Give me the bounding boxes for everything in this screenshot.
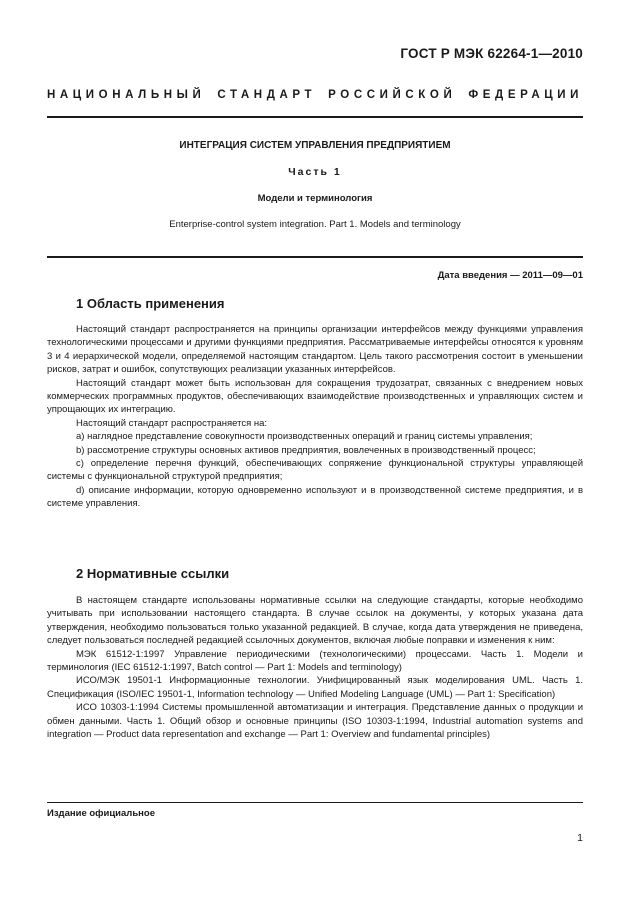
- section-body-scope: [47, 323, 583, 511]
- paragraph: Настоящий стандарт может быть использован для сокращения трудозатрат, связанных с внедрением новых коммерческих программных продуктов, обеспечивающих взаимодействие производственных и управляющих систем и упрощающих их интеграцию.: [47, 377, 583, 416]
- reference-item: ИСО/МЭК 19501-1 Информационные технологии. Унифицированный язык моделирования UML. Часть 1. Спецификация (ISO/IEC 19501-1, Information technology — Unified Modeling Language (UML) — Part 1: Specification): [47, 675, 583, 700]
- header-divider: [47, 116, 583, 118]
- section-body-normative-references: [47, 594, 583, 741]
- national-standard-banner: НАЦИОНАЛЬНЫЙ СТАНДАРТ РОССИЙСКОЙ ФЕДЕРАЦИИ: [47, 89, 583, 101]
- list-item: a) наглядное представление совокупности производственных операций и границ системы управления;: [76, 431, 533, 443]
- document-code: ГОСТ Р МЭК 62264-1—2010: [400, 46, 583, 61]
- page-number: 1: [577, 832, 583, 844]
- footer-divider: [47, 802, 583, 803]
- section-heading-normative-references: 2 Нормативные ссылки: [76, 566, 230, 581]
- list-item: b) рассмотрение структуры основных активов предприятия, вовлеченных в производственный процесс;: [76, 444, 536, 456]
- list-item: d) описание информации, которую одновременно используют и в производственной системе предприятия, и в системе управления.: [47, 484, 583, 510]
- document-title: ИНТЕГРАЦИЯ СИСТЕМ УПРАВЛЕНИЯ ПРЕДПРИЯТИЕМ: [179, 140, 451, 151]
- section-heading-scope: 1 Область применения: [76, 296, 225, 311]
- paragraph: Настоящий стандарт распространяется на принципы организации интерфейсов между функциями управления технологическими процессами и другими функциями предприятия. Рассматриваемые интерфейсы относятся к уровням 3 и 4 иерархической модели, определяемой настоящим стандартом. Цель такого рассмотрения состоит в уменьшении рисков, затрат и ошибок, сопутствующих реализации указанных интерфейсов.: [47, 324, 583, 376]
- official-edition-label: Издание официальное: [47, 808, 155, 819]
- introduction-date: Дата введения — 2011—09—01: [437, 270, 583, 281]
- title-divider: [47, 256, 583, 258]
- english-title: Enterprise-control system integration. Part 1. Models and terminology: [169, 219, 461, 230]
- document-subtitle: Модели и терминология: [257, 193, 373, 204]
- paragraph: В настоящем стандарте использованы нормативные ссылки на следующие стандарты, которые необходимо учитывать при использовании настоящего стандарта. В случае ссылок на документы, у которых указана дата утверждения, необходимо пользоваться только указанной редакцией. В случае, когда дата утверждения не приведена, следует пользоваться последней редакцией ссылочных документов, включая любые поправки и изменения к ним:: [47, 595, 583, 647]
- reference-item: МЭК 61512-1:1997 Управление периодическими (технологическими) процессами. Часть 1. Модели и терминология (IEC 61512-1:1997, Batch control — Part 1: Models and terminology): [47, 648, 583, 674]
- document-part: Часть 1: [288, 166, 342, 178]
- paragraph: Настоящий стандарт распространяется на:: [76, 417, 268, 429]
- list-item: c) определение перечня функций, обеспечивающих сопряжение функциональной структуры управляющей системы с функциональной структурой предприятия;: [47, 458, 583, 483]
- reference-item: ИСО 10303-1:1994 Системы промышленной автоматизации и интеграция. Представление данных о продукции и обмен данными. Часть 1. Общий обзор и основные принципы (ISO 10303-1:1994, Industrial automation systems and integration — Product data representation and exchange — Part 1: Overview and fundamental principles): [47, 702, 583, 741]
